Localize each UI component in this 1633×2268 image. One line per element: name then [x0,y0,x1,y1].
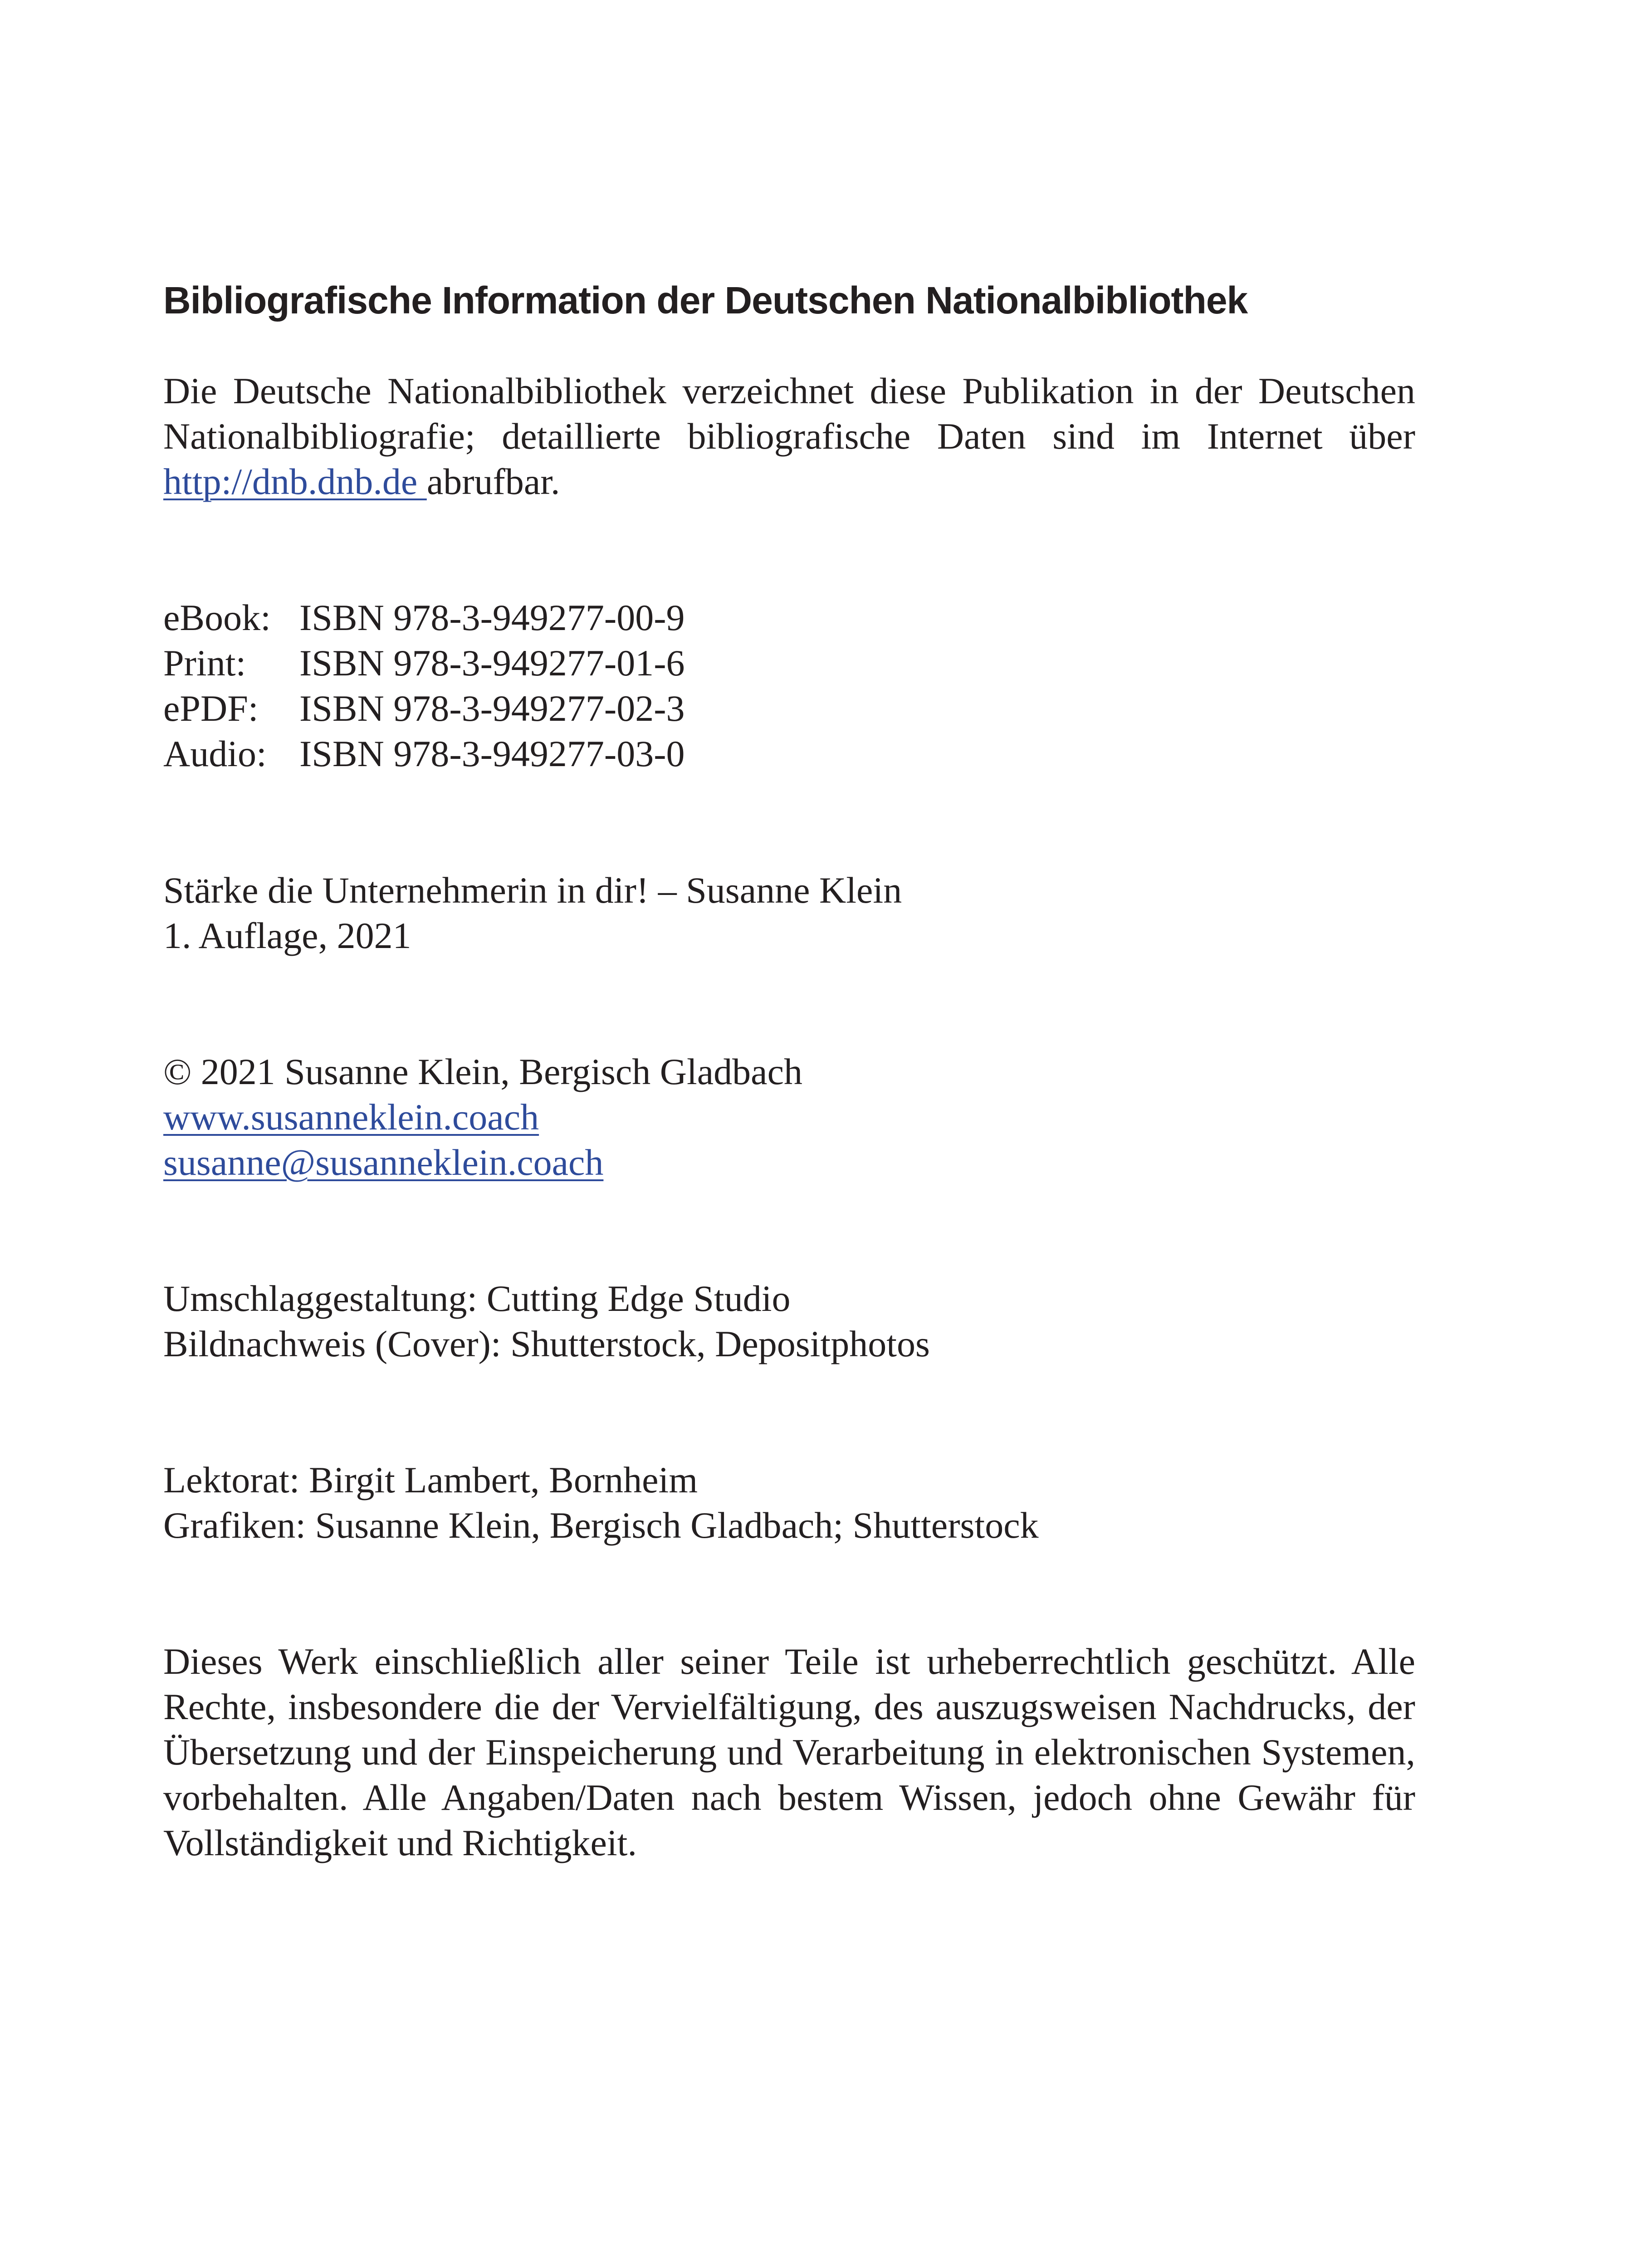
cover-image-credit: Bildnachweis (Cover): Shutterstock, Depositphotos [163,1323,930,1364]
website-link[interactable]: www.susanneklein.coach [163,1096,539,1138]
dnb-link[interactable]: http://dnb.dnb.de [163,461,427,502]
editorial-credits-block [163,1457,1415,1548]
copyright-block [163,1049,1415,1185]
dnb-paragraph-suffix: abrufbar. [426,461,560,502]
cover-design-credit: Umschlaggestaltung: Cutting Edge Studio [163,1278,791,1319]
page-title: Bibliografische Information der Deutschen Nationalbibliothek [163,279,1248,322]
isbn-row-epdf [163,686,685,731]
isbn-label: Audio: [163,733,267,774]
isbn-row-ebook [163,595,685,640]
isbn-row-print [163,640,685,686]
isbn-value: ISBN 978-3-949277-02-3 [299,688,685,729]
edition-line: 1. Auflage, 2021 [163,915,411,956]
dnb-paragraph [163,368,1415,504]
cover-credits-block [163,1276,1415,1367]
isbn-label: Print: [163,642,246,684]
isbn-list [163,595,685,777]
dnb-paragraph-text: Die Deutsche Nationalbibliothek verzeichnet diese Publikation in der Deutschen Nationalbibliografie; detaillierte bibliografische Daten sind im Internet über [163,370,1415,457]
isbn-label: ePDF: [163,688,259,729]
editing-credit: Lektorat: Birgit Lambert, Bornheim [163,1459,698,1501]
isbn-value: ISBN 978-3-949277-00-9 [299,597,685,638]
isbn-label: eBook: [163,597,271,638]
email-link[interactable]: susanne@susanneklein.coach [163,1142,604,1183]
copyright-line: © 2021 Susanne Klein, Bergisch Gladbach [163,1051,802,1092]
title-edition-block [163,868,1415,958]
isbn-value: ISBN 978-3-949277-01-6 [299,642,685,684]
graphics-credit: Grafiken: Susanne Klein, Bergisch Gladbach; Shutterstock [163,1505,1039,1546]
isbn-row-audio [163,731,685,777]
book-title-line: Stärke die Unternehmerin in dir! – Susanne Klein [163,870,902,911]
isbn-value: ISBN 978-3-949277-03-0 [299,733,685,774]
rights-notice: Dieses Werk einschließlich aller seiner Teile ist urheberrechtlich geschützt. Alle Rechte, insbesondere die der Vervielfältigung, des auszugsweisen Nachdrucks, der Übersetzung und der Einspeicherung und Verarbeitung in elektronischen Systemen, vorbehalten. Alle Angaben/Daten nach bestem Wissen, jedoch ohne Gewähr für Vollständigkeit und Richtigkeit. [163,1641,1415,1863]
